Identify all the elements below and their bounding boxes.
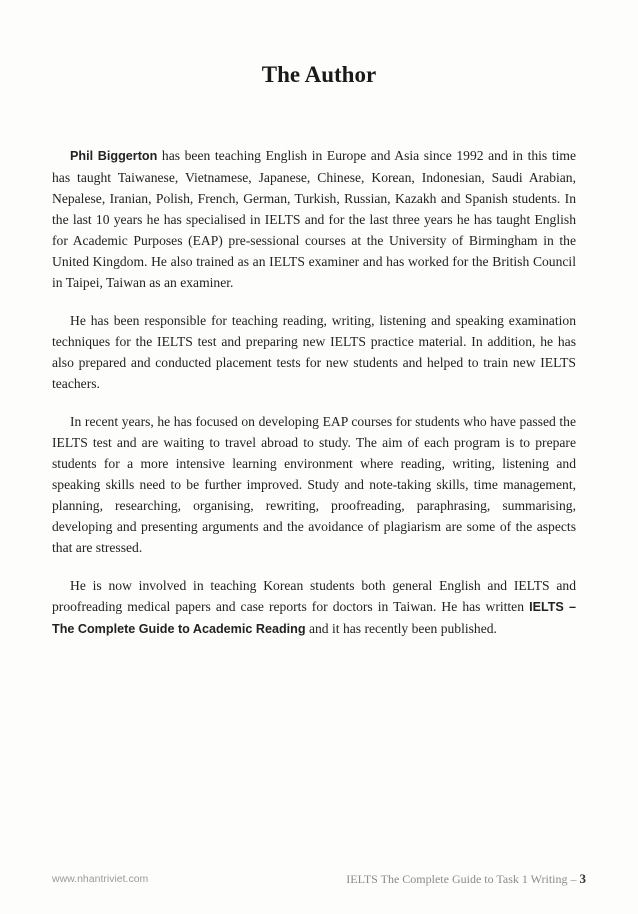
footer-running-title [346,871,586,887]
footer-book-title: IELTS The Complete Guide to Task 1 Writing – [346,872,580,886]
paragraph-2: He has been responsible for teaching reading, writing, listening and speaking examination techniques for the IELTS test and preparing new IELTS practice material. In addition, he has also prepared and conducted placement tests for new students and helped to train new IELTS teachers. [52,313,576,391]
paragraph-1-text: has been teaching English in Europe and Asia since 1992 and in this time has taught Taiwanese, Vietnamese, Japanese, Chinese, Korean, Indonesian, Saudi Arabian, Nepalese, Iranian, Polish, French, German, Turkish, Russian, Kazakh and Spanish students. In the last 10 years he has specialised in IELTS and for the last three years he has taught English for Academic Purposes (EAP) pre-sessional courses at the University of Birmingham in the United Kingdom. He also trained as an IELTS examiner and has worked for the British Council in Taipei, Taiwan as an examiner. [52,148,577,290]
author-name: Phil Biggerton [70,149,158,163]
paragraph-4 [52,575,576,640]
document-body [52,145,576,657]
book-title-inline: IELTS – The Complete Guide to Academic Reading [52,600,576,636]
paragraph-3: In recent years, he has focused on developing EAP courses for students who have passed the IELTS test and are waiting to travel abroad to study. The aim of each program is to prepare students for a more intensive learning environment where reading, writing, listening and speaking skills need to be further improved. Study and note-taking skills, time management, planning, researching, organising, rewriting, proofreading, paraphrasing, summarising, developing and presenting arguments and the avoidance of plagiarism are some of the aspects that are stressed. [52,414,576,555]
page-number: 3 [579,871,586,886]
paragraph-4-text-before: He is now involved in teaching Korean students both general English and IELTS and proofreading medical papers and case reports for doctors in Taiwan. He has written [52,578,576,614]
paragraph-1 [52,145,576,293]
page-title: The Author [261,62,377,87]
paragraph-4-text-after: and it has recently been published. [305,621,497,636]
footer-website: www.nhantriviet.com [52,873,149,885]
